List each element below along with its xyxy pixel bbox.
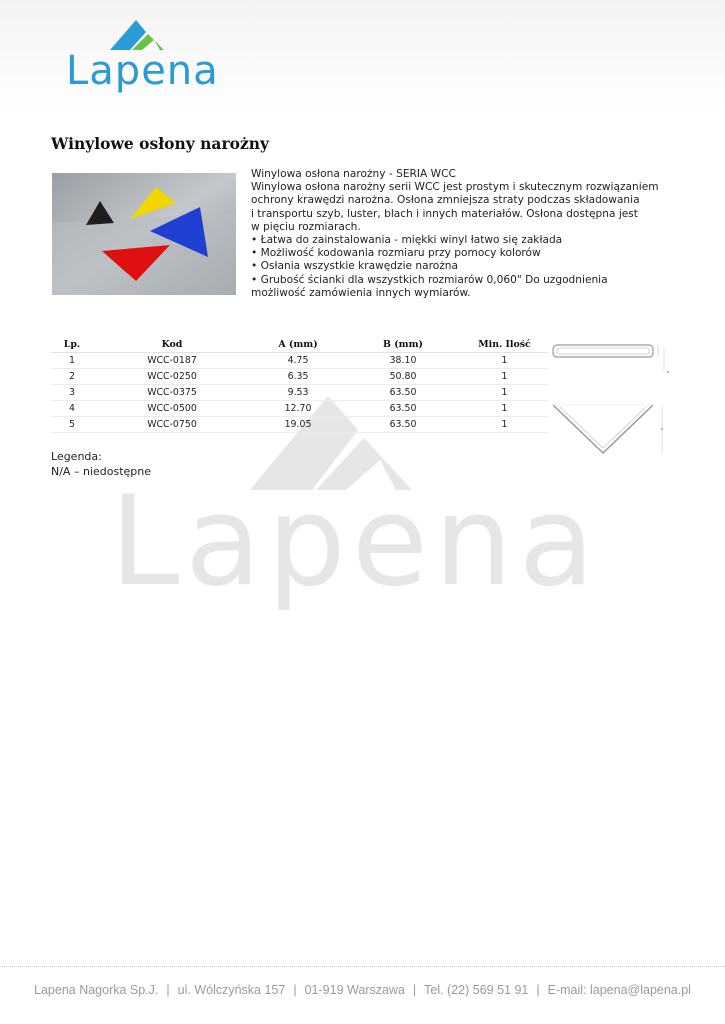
spec-table [51, 337, 548, 433]
cell-a: 19.05 [251, 417, 345, 433]
cell-lp: 1 [51, 353, 93, 369]
col-header-lp: Lp. [51, 337, 93, 353]
product-description [251, 168, 691, 300]
cell-a: 6.35 [251, 369, 345, 385]
desc-line: ochrony krawędzi narożna. Osłona zmniejsza straty podczas składowania [251, 194, 640, 207]
desc-line: • Osłania wszystkie krawędzie narożna [251, 260, 458, 273]
footer-separator: | [293, 983, 297, 997]
cell-b: 63.50 [345, 401, 461, 417]
cell-kod: WCC-0187 [93, 353, 251, 369]
cell-lp: 4 [51, 401, 93, 417]
cell-a: 9.53 [251, 385, 345, 401]
col-header-kod: Kod [93, 337, 251, 353]
col-header-min: Min. Ilość [461, 337, 548, 353]
cell-b: 63.50 [345, 385, 461, 401]
table-row [51, 417, 548, 433]
dimension-diagram [550, 340, 675, 460]
col-header-a: A (mm) [251, 337, 345, 353]
col-header-b: B (mm) [345, 337, 461, 353]
desc-line: • Łatwa do zainstalowania - miękki winyl łatwo się zakłada [251, 234, 563, 247]
desc-line: i transportu szyb, luster, blach i innych materiałów. Osłona dostępna jest [251, 207, 638, 220]
watermark-wordmark: Lapena [110, 470, 601, 614]
cell-a: 4.75 [251, 353, 345, 369]
footer-divider [0, 966, 725, 967]
desc-line: • Grubość ścianki dla wszystkich rozmiarów 0,060" Do uzgodnienia [251, 273, 608, 286]
cell-min: 1 [461, 417, 548, 433]
cell-min: 1 [461, 369, 548, 385]
legend-na: N/A – niedostępne [51, 465, 151, 478]
footer-phone: Tel. (22) 569 51 91 [424, 983, 529, 997]
cell-min: 1 [461, 353, 548, 369]
cell-b: 50.80 [345, 369, 461, 385]
product-photo [52, 173, 236, 295]
cell-kod: WCC-0750 [93, 417, 251, 433]
cell-a: 12.70 [251, 401, 345, 417]
desc-line: w pięciu rozmiarach. [251, 220, 361, 233]
legend [51, 449, 151, 479]
table-row [51, 353, 548, 369]
cell-min: 1 [461, 401, 548, 417]
cell-min: 1 [461, 385, 548, 401]
page-title: Winylowe osłony narożny [51, 134, 270, 153]
footer-address: ul. Wólczyńska 157 [177, 983, 286, 997]
footer-separator: | [536, 983, 540, 997]
cell-kod: WCC-0250 [93, 369, 251, 385]
table-row [51, 385, 548, 401]
footer-company: Lapena Nagorka Sp.J. [34, 983, 159, 997]
cell-b: 63.50 [345, 417, 461, 433]
cell-b: 38.10 [345, 353, 461, 369]
footer-city: 01-919 Warszawa [304, 983, 405, 997]
cell-lp: 3 [51, 385, 93, 401]
desc-line: Winylowa osłona narożny - SERIA WCC [251, 168, 456, 180]
cell-kod: WCC-0500 [93, 401, 251, 417]
footer-separator: | [166, 983, 170, 997]
cell-kod: WCC-0375 [93, 385, 251, 401]
footer [0, 983, 725, 997]
desc-line: Winylowa osłona narożny serii WCC jest prostym i skutecznym rozwiązaniem [251, 181, 659, 194]
brand-logo [64, 18, 234, 98]
desc-line: • Możliwość kodowania rozmiaru przy pomocy kolorów [251, 247, 541, 260]
footer-separator: | [412, 983, 417, 997]
footer-email: E-mail: lapena@lapena.pl [547, 983, 691, 997]
legend-title: Legenda: [51, 450, 102, 463]
table-row [51, 369, 548, 385]
logo-mark-icon [108, 18, 178, 52]
table-row [51, 401, 548, 417]
cell-lp: 5 [51, 417, 93, 433]
desc-line: możliwość zamówienia innych wymiarów. [251, 286, 471, 299]
table-header-row [51, 337, 548, 353]
logo-wordmark: Lapena [66, 48, 219, 94]
cell-lp: 2 [51, 369, 93, 385]
